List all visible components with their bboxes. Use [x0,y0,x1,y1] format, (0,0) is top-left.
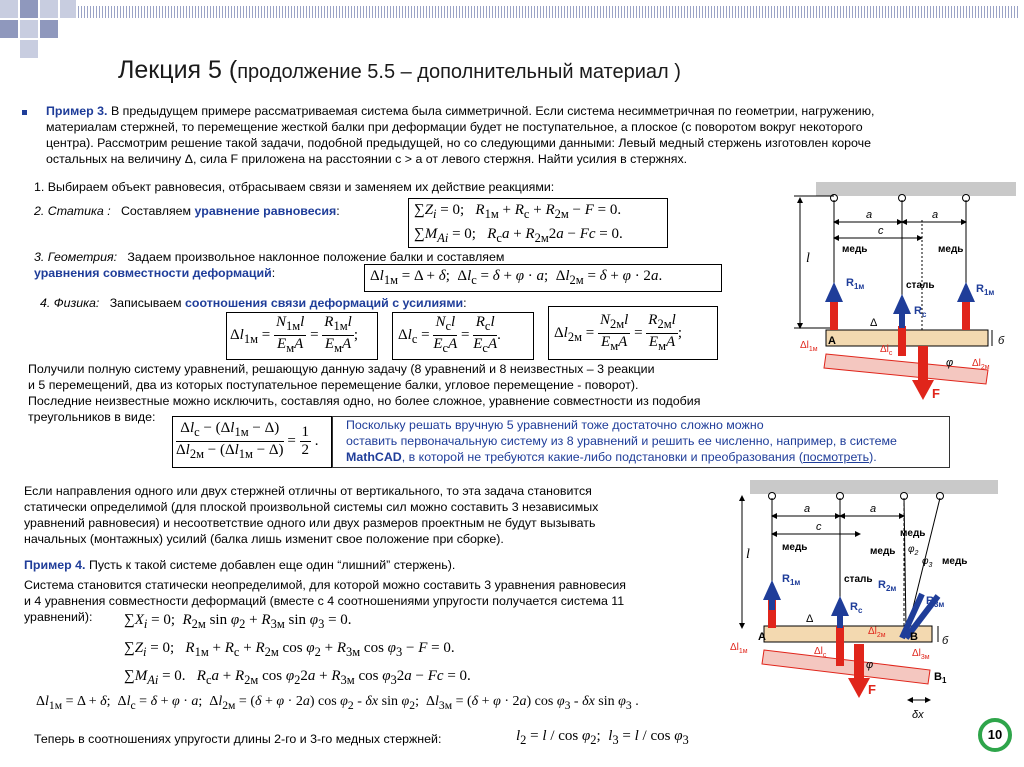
label-dx: δx [912,709,924,721]
label-med3: медь [900,528,926,539]
figure-1-diagram [770,176,1024,416]
step3-bold: уравнения совместности деформаций: [34,266,276,280]
beam-deformed [824,354,988,384]
step2-text: 2. Статика : Составляем уравнение равновесия: [34,204,340,218]
label-a1: a [804,503,811,515]
label-delta: Δ [806,613,814,625]
arrow-down-icon [912,380,934,400]
para1-line1: Получили полную систему уравнений, решающую данную задачу (8 уравнений и 8 неизвестных – 3 реакции [28,362,655,376]
label-phi3: $\varphi_3$ [922,556,933,569]
label-phi: φ [866,659,874,671]
para2-line1: Если направления одного или двух стержней отличны от вертикального, то эта задача становится [24,484,592,498]
decor-square [20,20,38,38]
step1-text: 1. Выбираем объект равновесия, отбрасываем связи и заменяем их действие реакциями: [34,180,555,194]
label-F: F [868,682,876,697]
note-line1: Поскольку решать вручную 5 уравнений тоже достаточно сложно можно [346,418,764,432]
eq4-sum-z: $\sum Z_i = 0$; $R_{1м} + R_c + R_{2м}$ $\cos \varphi_2 + R_{3м}$ $\cos \varphi_3 - F = 0$. [124,640,455,659]
eq4-compat: $\Delta l_{1м} = \Delta + \delta$; $\Delta l_c = \delta + \varphi \cdot a$; $\Delta l_{2м} = (\delta + \varphi \cdot 2a)$ $\cos \varphi_2$ - δx $\sin \varphi_2$; $\Delta l_{3м} = (\delta + \varphi \cdot 2a)$ $\cos \varphi_3$ - δx $\sin \varphi_3$ . [36,694,639,712]
label-A: A [828,335,836,347]
decor-square [20,40,38,58]
beam-deformed [762,650,930,684]
decor-square [40,0,58,18]
arrow-up-icon [825,282,843,302]
last-line: Теперь в соотношениях упругости длины 2-го и 3-го медных стержней: [34,732,442,746]
label-R1: $R_{1м}$ [782,573,801,587]
para3-line3: уравнений): [24,610,93,624]
label-A: A [758,631,766,643]
decor-square [0,0,18,18]
label-med1: медь [842,244,868,255]
label-R2: $R_{1м}$ [976,283,995,297]
decor-square [0,20,18,38]
label-R1: $R_{1м}$ [846,277,865,291]
ex4-text: Пример 4. Пусть к такой системе добавлен еще один “лишний” стержень). [24,558,456,572]
para3-line1: Система становится статически неопределимой, для которой можно составить 3 уравнения равновесия [24,578,626,592]
figure-2-diagram [716,478,1000,730]
label-phi2: $\varphi_2$ [908,544,919,557]
label-a2: a [870,503,877,515]
para1-line2: и 5 перемещений, два из которых поступательное перемещение балки, угловое перемещение - поворот). [28,378,639,392]
label-B1: $B_1$ [934,671,947,685]
label-med1: медь [782,542,808,553]
label-R2: $R_{2м}$ [878,579,897,593]
label-dl1: $\Delta l_{1м}$ [800,340,818,353]
label-med4: медь [942,556,968,567]
page-title: Лекция 5 (продолжение 5.5 – дополнительный материал ) [118,56,681,84]
label-steel: сталь [906,280,935,291]
page-number: 10 [978,718,1012,752]
note-line3: MathCAD, в которой не требуются какие-либо подстановки и преобразования (посмотреть). [346,450,877,464]
label-dlc: $\Delta l_c$ [814,646,827,659]
label-dl2: $\Delta l_{2м}$ [868,626,886,639]
step3-text: 3. Геометрия: Задаем произвольное наклонное положение балки и составляем [34,250,505,264]
label-a2: a [932,209,939,221]
label-c: c [878,225,884,237]
arrow-up-icon [957,282,975,302]
label-Rc: $R_c$ [914,305,927,319]
ceiling-support [816,182,1016,196]
label-phi: φ [946,357,954,369]
arrow-up-icon [763,580,781,600]
label-a1: a [866,209,873,221]
decor-square [60,0,76,18]
step4-text: 4. Физика: Записываем соотношения связи деформаций с усилиями: [40,296,467,310]
intro-line3: центра). Рассмотрим решение такой задачи, подобной предыдущей, но со следующими данными: Левый медный стержень изготовлен короче [46,136,872,150]
label-b: б [942,635,949,647]
label-F: F [932,386,940,401]
intro-line1: Пример 3. В предыдущем примере рассматриваемая система была симметричной. Если система несимметричная по геометрии, нагружению, [46,104,875,118]
eq-similarity: $\frac{\Delta l_c - (\Delta l_{1м} - \Delta)}{\Delta l_{2м} - (\Delta l_{1м} - \Delta)}$ = $\frac{1}{2}$ . [176,420,319,461]
para2-line4: начальных (монтажных) усилий (балка лишь изменит свое положение при сборке). [24,532,504,546]
label-steel: сталь [844,574,873,585]
eq4-sum-x: $\sum X_i = 0$; $R_{2м}$ $\sin \varphi_2 + R_{3м}$ $\sin \varphi_3 = 0$. [124,612,352,631]
eq-hooke-2: $\Delta l_c$ = $\frac{N_cl}{E_cA}$ = $\frac{R_cl}{E_cA}$ . [398,314,501,355]
label-c: c [816,521,822,533]
label-b: б [998,335,1005,347]
para1-line4: треугольников в виде: [28,410,156,424]
label-l: l [806,251,810,266]
note-line2: оставить первоначальную систему из 8 уравнений и решить ее численно, например, в системе [346,434,897,448]
eq4-sum-m: $\sum M_{Ai} = 0$. $R_ca + R_{2м}$ $\cos \varphi_22a + R_{3м}$ $\cos \varphi_32a - Fc = 0$. [124,668,471,687]
label-B: B [910,631,918,643]
label-R3: $R_{3м}$ [926,595,945,609]
label-dl2: $\Delta l_{2м}$ [972,358,990,371]
label-med2: медь [938,244,964,255]
label-med2: медь [870,546,896,557]
label-l: l [746,547,750,562]
arrow-down-icon [848,678,870,698]
arrow-up-icon [893,294,911,314]
label-dl1: $\Delta l_{1м}$ [730,642,748,655]
para2-line3: уравнений равновесия) и несоответствие одного или двух размеров проектным не будут вызывать [24,516,596,530]
eq-sum-z: $\sum Z_i = 0$; $R_{1м} + R_c + R_{2м} - F = 0$. [414,202,622,221]
label-Rc: $R_c$ [850,601,863,615]
intro-line2: материалам стержней, то перемещение жесткой балки при деформации будет не поступательное, а плоское (с поворотом вокруг некоторого [46,120,863,134]
eq-lengths: $l_2 = l / \cos \varphi_2$; $l_3 = l / \cos \varphi_3$ [516,728,689,747]
para2-line2: статически определимой (для плоской произвольной системы сил можно составить 3 независимых [24,500,599,514]
para3-line2: и 4 уравнения совместности деформаций (вместе с 4 соотношениями упругости получается система 11 [24,594,625,608]
eq-sum-m: $\sum M_{Ai} = 0$; $R_ca + R_{2м}2a - Fc = 0$. [414,226,623,245]
decor-square [40,20,58,38]
label-dlc: $\Delta l_c$ [880,344,893,357]
label-delta: Δ [870,317,878,329]
intro-line4: остальных на величину Δ, сила F приложена на расстоянии с > а от левого стержня. Найти усилия в стержнях. [46,152,688,166]
eq-hooke-3: $\Delta l_{2м}$ = $\frac{N_{2м}l}{E_мA}$ = $\frac{R_{2м}l}{E_мA}$ ; [554,312,682,353]
eq-compat: $\Delta l_{1м} = \Delta + \delta$; $\Delta l_c = \delta + \varphi \cdot a$; $\Delta l_{2м} = \delta + \varphi \cdot 2a$. [370,268,663,287]
beam [826,330,988,346]
arrow-up-icon [831,596,849,616]
label-dl3: $\Delta l_{3м}$ [912,648,930,661]
ceiling-support [750,480,998,494]
para1-line3: Последние неизвестные можно исключить, составляя одно, но более сложное, уравнение совместности из подобия [28,394,701,408]
bullet-icon [22,110,27,115]
decor-square [20,0,38,18]
header-rule [78,6,1018,18]
view-link[interactable]: посмотреть [802,450,870,464]
eq-hooke-1: $\Delta l_{1м}$ = $\frac{N_{1м}l}{E_мA}$ = $\frac{R_{1м}l}{E_мA}$ ; [230,314,358,355]
